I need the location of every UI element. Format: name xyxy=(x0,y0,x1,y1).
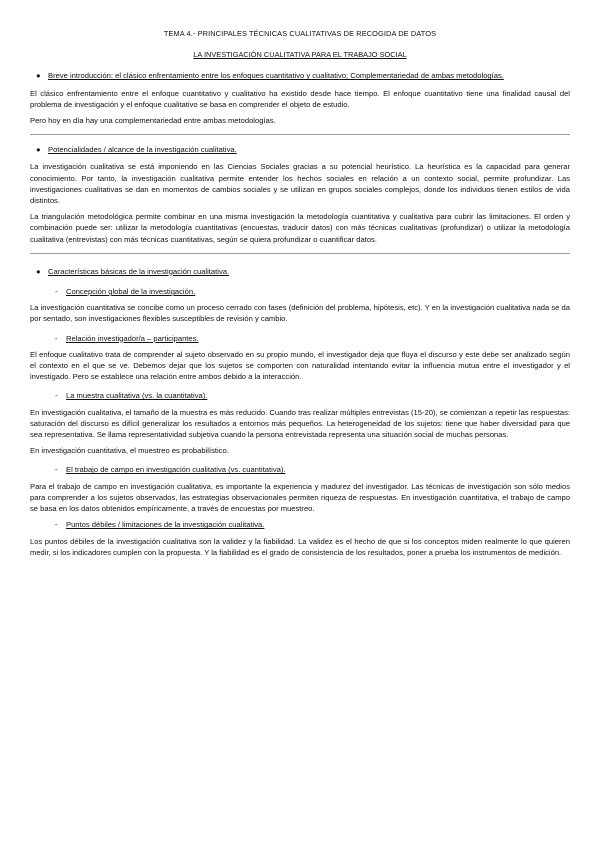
dash-marker: - xyxy=(55,391,58,401)
document-subtitle: LA INVESTIGACIÓN CUALITATIVA PARA EL TRABAJO SOCIAL xyxy=(193,50,407,60)
section-divider xyxy=(30,134,570,135)
section-heading-caracteristicas xyxy=(30,266,570,277)
subsection-heading-relacion xyxy=(30,333,570,344)
section-heading-intro xyxy=(30,70,570,81)
dash-marker: - xyxy=(55,287,58,297)
bullet-icon: ● xyxy=(36,145,41,155)
paragraph: Pero hoy en día hay una complementariedad entre ambas metodologías. xyxy=(30,116,276,126)
paragraph: La investigación cuantitativa se concibe como un proceso cerrado con fases (definición del problema, hipótesis, etc). Y en la investigación cualitativa nada se da por sentado, son investigaciones flexibles susceptibles de revisión y cambio. xyxy=(30,303,570,324)
section-heading-potencialidades xyxy=(30,144,570,155)
dash-marker: - xyxy=(55,333,58,343)
subsection-heading-text: Concepción global de la investigación. xyxy=(66,287,196,297)
subsection-heading-muestra xyxy=(30,390,570,401)
document-title: TEMA 4.- PRINCIPALES TÉCNICAS CUALITATIVAS DE RECOGIDA DE DATOS xyxy=(163,29,437,38)
section-heading-text: Potencialidades / alcance de la investigación cualitativa. xyxy=(48,145,237,155)
bullet-icon: ● xyxy=(36,266,41,276)
bullet-icon: ● xyxy=(36,71,41,81)
subsection-heading-puntos-debiles xyxy=(30,519,570,530)
subsection-heading-text: La muestra cualitativa (vs. la cuantitativa). xyxy=(66,391,208,401)
paragraph: El clásico enfrentamiento entre el enfoque cuantitativo y cualitativo ha existido desde hace tiempo. El enfoque cuantitativo tiene una finalidad causal del problema de investigación y el enfoque cualitativo se basa en comprender el objeto de estudio. xyxy=(30,88,570,109)
paragraph: En investigación cuantitativa, el muestreo es probabilístico. xyxy=(30,446,229,456)
paragraph: La investigación cualitativa se está imponiendo en las Ciencias Sociales gracias a su potencial heurístico. La heurística es la capacidad para generar conocimiento. Por tanto, la investigación cualitativa permite entender los hechos sociales en relación a un contexto social, permite profundizar. Las investigaciones cualitativas se dan en momentos de cambios sociales y se utilizan en grupos sociales complejos, donde los individuos tienen estilos de vida distintos. xyxy=(30,162,570,206)
dash-marker: - xyxy=(55,465,58,475)
subsection-heading-text: El trabajo de campo en investigación cualitativa (vs. cuantitativa). xyxy=(66,465,286,475)
paragraph: En investigación cualitativa, el tamaño de la muestra es más reducido. Cuando tras realizar múltiples entrevistas (15-20), se comienzan a repetir las respuestas: saturación del discurso es difícil generalizar los resultados a entornos más pequeños. La heterogeneidad de los sujetos: tiene que haber diversidad para que sea representativa. Se llama representatividad subjetiva cuando la persona entrevistada representa una situación social de muchas personas. xyxy=(30,407,570,440)
paragraph: Los puntos débiles de la investigación cualitativa son la validez y la fiabilidad. La validez es el hecho de que si los conceptos miden realmente lo que quieren medir, si los indicadores cumplen con la propuesta. Y la fiabilidad es el grado de consistencia de los resultados, poner a prueba los instrumentos de medición. xyxy=(30,536,570,557)
paragraph: El enfoque cualitativo trata de comprender al sujeto observado en su propio mundo, el investigador deja que fluya el discurso y este debe ser analizado según el contexto en el que se ve. Debemos dejar que los sujetos se comporten con naturalidad intentando evitar la influencia mutua entre el investigador y el investigado. Pero se establece una relación entre ambos debido a la interacción. xyxy=(30,349,570,382)
paragraph: La triangulación metodológica permite combinar en una misma investigación la metodología cuantitativa y cualitativa para cubrir las limitaciones. El orden y combinación puede ser: utilizar la metodología cuantitativas (encuestas, traducir datos) con más técnicas cualitativas (profundizar) o utilizar la metodología cualitativa (entrevistas) con más técnicas cuantitativas, según se quiera profundizar o cuantificar datos. xyxy=(30,212,570,244)
dash-marker: - xyxy=(55,520,58,530)
subsection-heading-trabajo-campo xyxy=(30,464,570,475)
section-heading-text: Características básicas de la investigación cualitativa. xyxy=(48,266,230,276)
section-divider xyxy=(30,253,570,254)
subsection-heading-text: Relación investigador/a – participantes. xyxy=(66,333,199,343)
subsection-heading-text: Puntos débiles / limitaciones de la investigación cualitativa. xyxy=(66,520,265,530)
subsection-heading-concepcion xyxy=(30,286,570,297)
paragraph: Para el trabajo de campo en investigación cualitativa, es importante la experiencia y madurez del investigador. Las técnicas de investigación son sólo medios para comprender a los sujetos observados, las estrategias observacionales permiten riqueza de respuestas. En investigación cuantitativa, el trabajo de campo se basa en los datos obtenidos empíricamente, a través de encuestas por muestreo. xyxy=(30,481,570,514)
section-heading-text: Breve introducción: el clásico enfrentamiento entre los enfoques cuantitativo y cualitativo; Complementariedad de ambas metodologías. xyxy=(48,71,504,81)
